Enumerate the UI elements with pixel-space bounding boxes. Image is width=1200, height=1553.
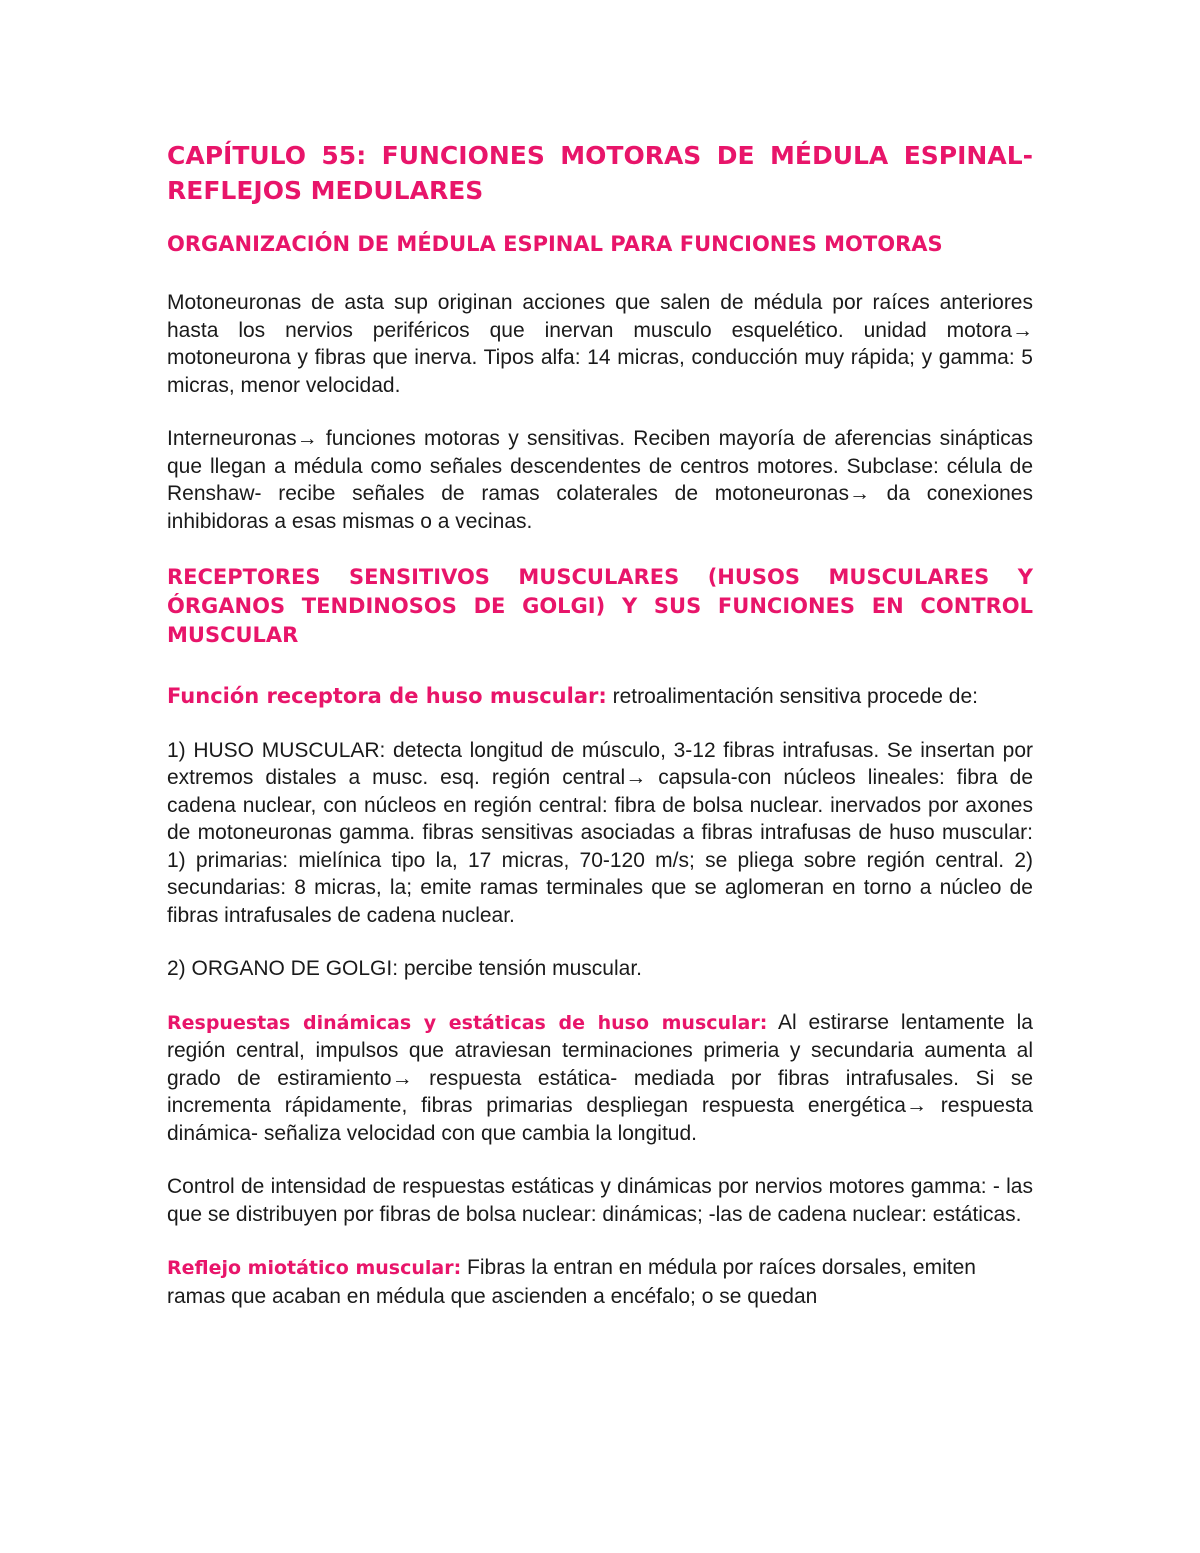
lead-funcion-receptora: Función receptora de huso muscular: — [167, 684, 607, 708]
paragraph-control-intensidad: Control de intensidad de respuestas estáticas y dinámicas por nervios motores gamma: - las que se distribuyen por fibras de bolsa nuclear: dinámicas; -las de cadena nuclear: estáticas. — [167, 1175, 1033, 1226]
text-funcion-receptora: retroalimentación sensitiva procede de: — [606, 685, 978, 708]
paragraph-huso-muscular: 1) HUSO MUSCULAR: detecta longitud de músculo, 3-12 fibras intrafusas. Se insertan por extremos distales a musc. esq. región central→ capsula-con núcleos lineales: fibra de cadena nuclear, con núcleos en región central: fibra de bolsa nuclear. inervados por axones de motoneuronas gamma. fibras sensitivas asociadas a fibras intrafusas de huso muscular: 1) primarias: mielínica tipo la, 17 micras, 70-120 m/s; se pliega sobre región central. 2) secundarias: 8 micras, la; emite ramas terminales que se aglomeran en torno a núcleo de fibras intrafusales de cadena nuclear. — [167, 738, 1033, 927]
paragraph-interneuronas: Interneuronas→ funciones motoras y sensitivas. Reciben mayoría de aferencias sinápticas que llegan a médula como señales descendentes de centros motores. Subclase: célula de Renshaw- recibe señales de ramas colaterales de motoneuronas→ da conexiones inhibidoras a esas mismas o a vecinas. — [167, 427, 1033, 533]
paragraph-reflejo-miotatico — [167, 1254, 1033, 1310]
paragraph-funcion-receptora — [167, 683, 1033, 711]
text-respuestas: Al estirarse lentamente la región central, impulsos que atraviesan terminaciones primeria y secundaria aumenta al grado de estiramiento→ respuesta estática- mediada por fibras intrafusales. Si se incrementa rápidamente, fibras primarias despliegan respuesta energética→ respuesta dinámica- señaliza velocidad con que cambia la longitud. — [167, 1010, 1033, 1145]
section-title-organizacion: ORGANIZACIÓN DE MÉDULA ESPINAL PARA FUNCIONES MOTORAS — [167, 232, 943, 256]
lead-reflejo-miotatico: Reflejo miotático muscular: — [167, 1257, 462, 1279]
paragraph-respuestas — [167, 1009, 1033, 1148]
document-page — [167, 138, 1033, 1310]
lead-respuestas: Respuestas dinámicas y estáticas de huso muscular: — [167, 1011, 768, 1034]
text-reflejo-miotatico: Fibras la entran en médula por raíces dorsales, emiten ramas que acaban en médula que ascienden a encéfalo; o se quedan — [167, 1256, 976, 1308]
paragraph-motoneuronas: Motoneuronas de asta sup originan acciones que salen de médula por raíces anteriores hasta los nervios periféricos que inervan musculo esquelético. unidad motora→ motoneurona y fibras que inerva. Tipos alfa: 14 micras, conducción muy rápida; y gamma: 5 micras, menor velocidad. — [167, 291, 1033, 397]
chapter-title: CAPÍTULO 55: FUNCIONES MOTORAS DE MÉDULA ESPINAL- REFLEJOS MEDULARES — [167, 141, 1033, 205]
paragraph-organo-golgi: 2) ORGANO DE GOLGI: percibe tensión muscular. — [167, 957, 643, 980]
section-title-receptores: RECEPTORES SENSITIVOS MUSCULARES (HUSOS MUSCULARES Y ÓRGANOS TENDINOSOS DE GOLGI) Y SUS FUNCIONES EN CONTROL MUSCULAR — [167, 565, 1033, 647]
